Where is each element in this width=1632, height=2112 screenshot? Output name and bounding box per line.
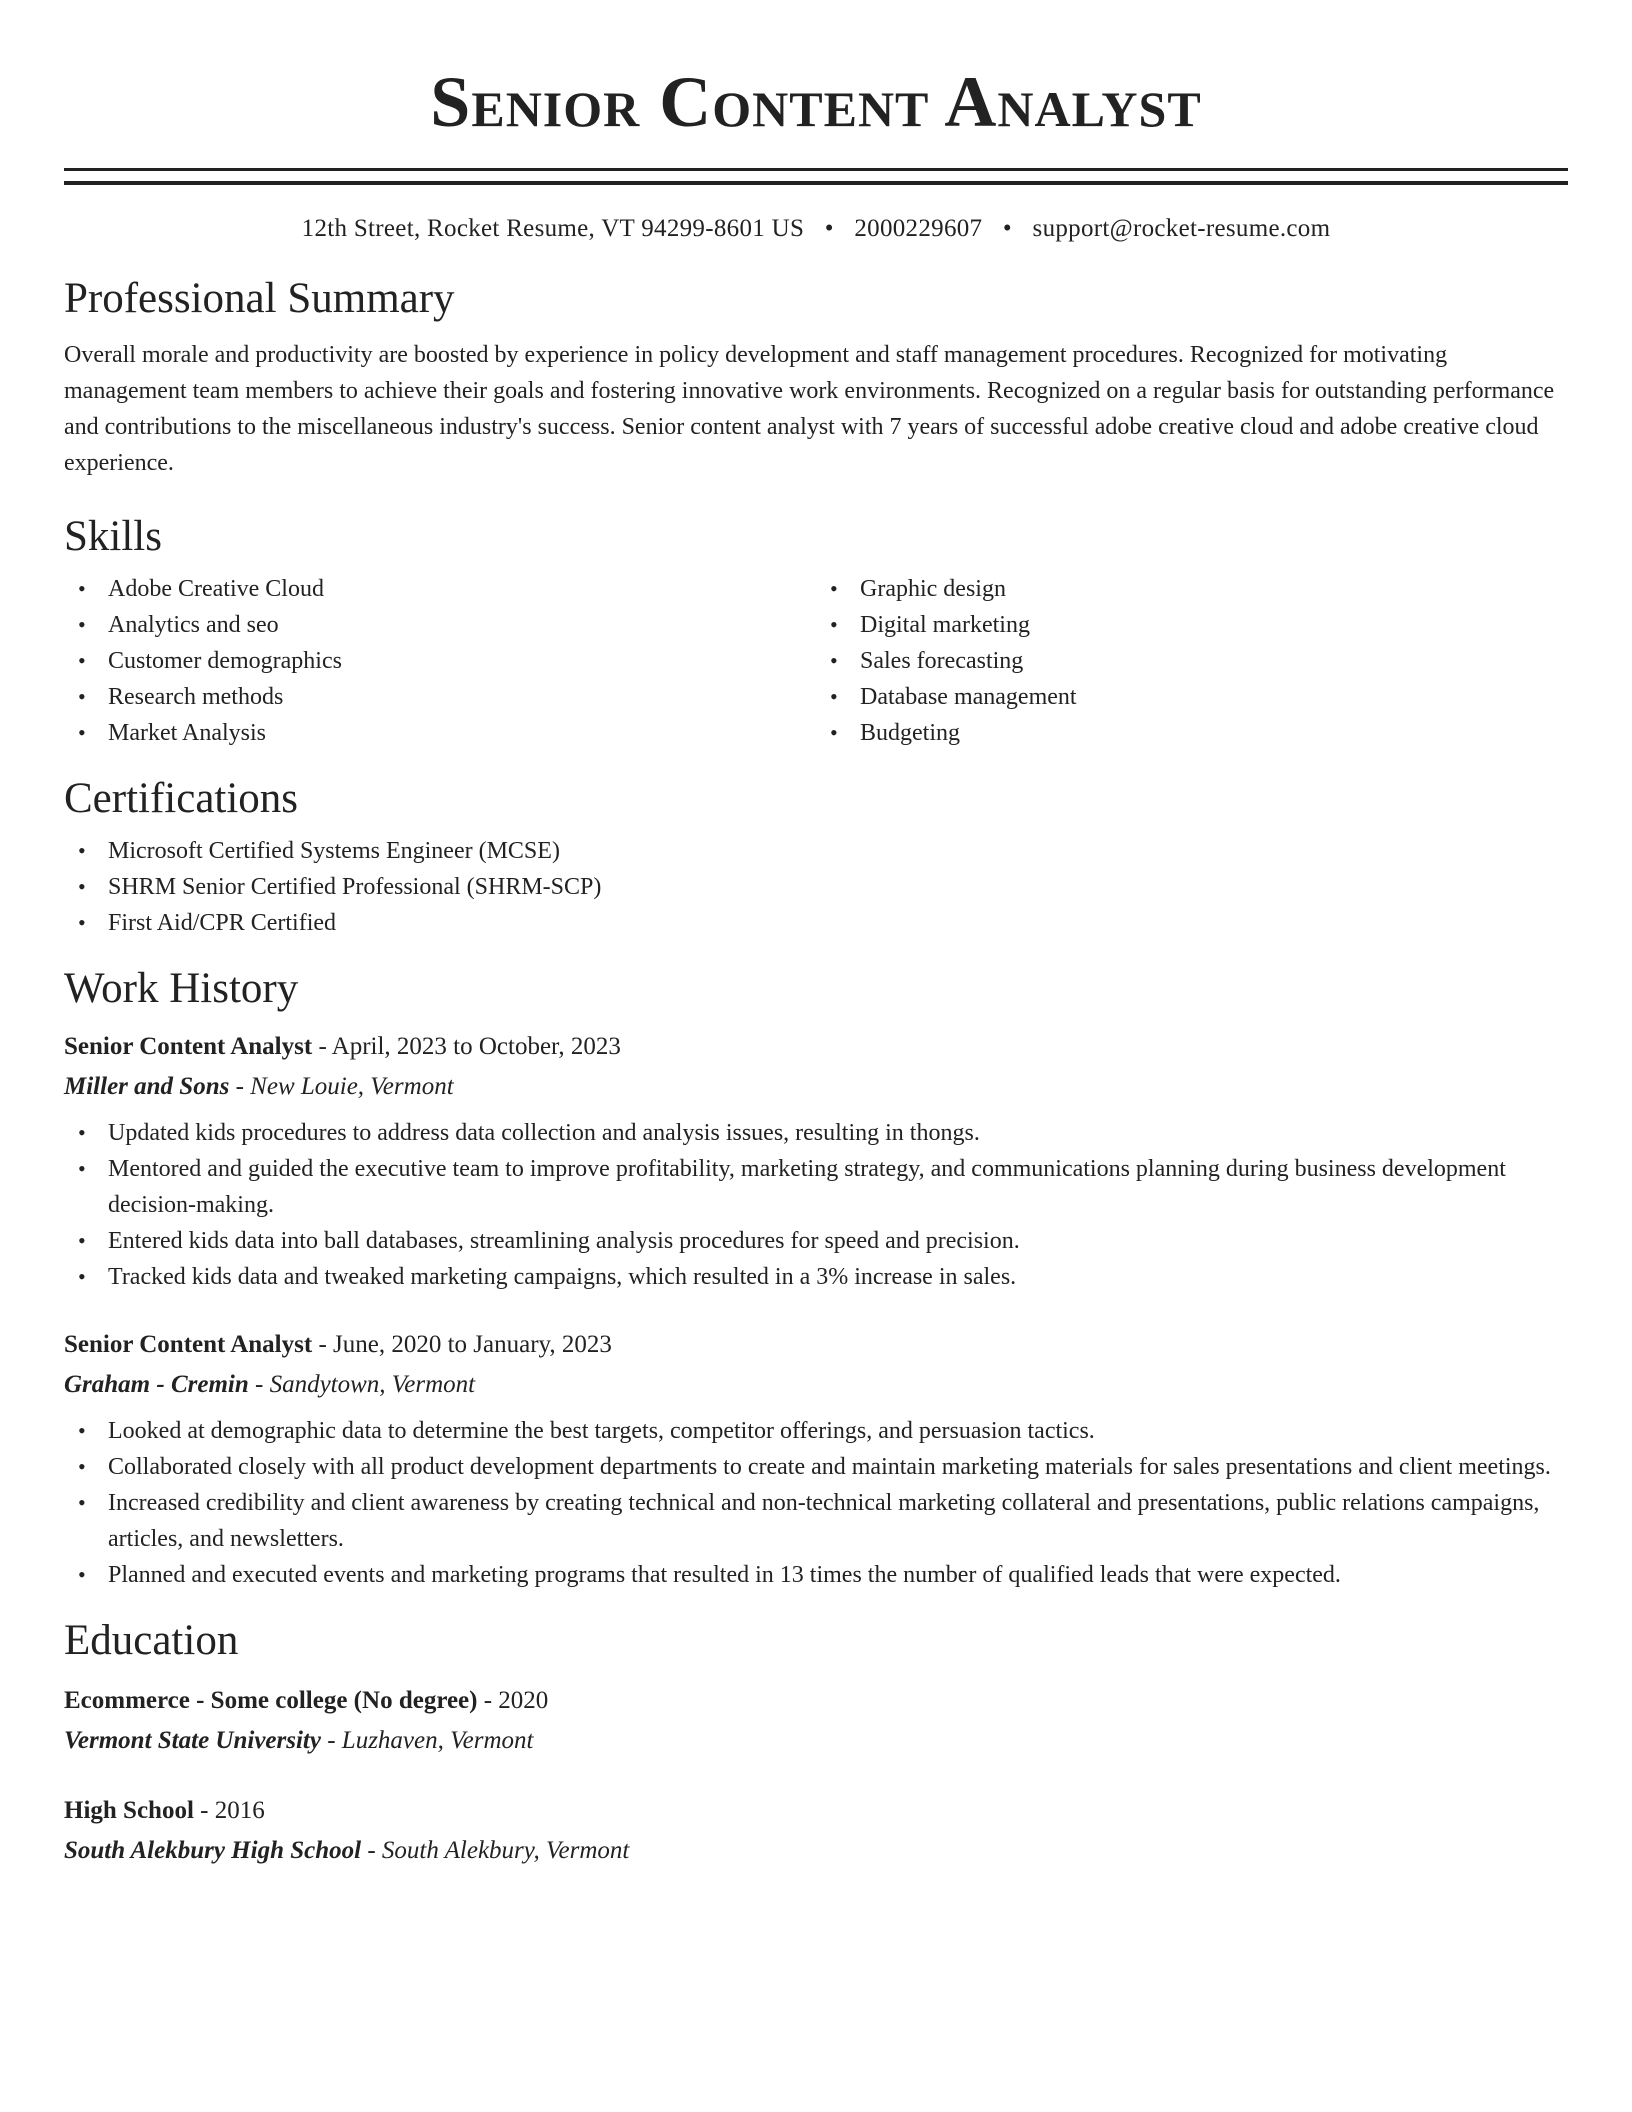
school-line [64, 1721, 1568, 1761]
employer-location: - Sandytown, Vermont [248, 1371, 476, 1398]
skills-heading: Skills [64, 513, 162, 560]
work-history-heading: Work History [64, 965, 299, 1012]
skill-item: • Digital marketing [816, 607, 1568, 643]
skill-item: • Market Analysis [64, 715, 816, 751]
certifications-list [64, 833, 1568, 941]
skill-item: • Sales forecasting [816, 643, 1568, 679]
employer-line [64, 1067, 1568, 1107]
job-bullets [64, 1115, 1568, 1295]
job-dates: - June, 2020 to January, 2023 [312, 1331, 612, 1358]
job-title-line [64, 1027, 1568, 1067]
job-title: Senior Content Analyst [64, 1331, 313, 1358]
job-bullets [64, 1413, 1568, 1593]
job-dates: - April, 2023 to October, 2023 [312, 1033, 621, 1060]
job-bullet: • Collaborated closely with all product development departments to create and maintain marketing materials for sales presentations and client meetings. [64, 1449, 1568, 1485]
skills-list-left [64, 571, 816, 751]
job-entry [64, 1325, 1568, 1593]
summary-heading: Professional Summary [64, 275, 455, 322]
skill-item: • Adobe Creative Cloud [64, 571, 816, 607]
skills-list-right [816, 571, 1568, 751]
job-bullet: • Mentored and guided the executive team to improve profitability, marketing strategy, and communications planning during business development decision-making. [64, 1151, 1568, 1223]
contact-email: support@rocket-resume.com [1032, 215, 1331, 242]
degree-line [64, 1681, 1568, 1721]
contact-address: 12th Street, Rocket Resume, VT 94299-8601 US [301, 215, 805, 242]
education-entry [64, 1791, 1568, 1871]
certification-item: • First Aid/CPR Certified [64, 905, 1568, 941]
resume-title: Senior Content Analyst [430, 62, 1202, 142]
education-entry [64, 1681, 1568, 1761]
degree-year: - 2020 [477, 1687, 549, 1714]
school-line [64, 1831, 1568, 1871]
degree-year: - 2016 [193, 1797, 265, 1824]
certification-item: • SHRM Senior Certified Professional (SHRM-SCP) [64, 869, 1568, 905]
employer-name: Graham - Cremin [64, 1371, 249, 1398]
degree-line [64, 1791, 1568, 1831]
employer-location: - New Louie, Vermont [229, 1073, 454, 1100]
job-bullet: • Entered kids data into ball databases, streamlining analysis procedures for speed and precision. [64, 1223, 1568, 1259]
job-entry [64, 1027, 1568, 1295]
skill-item: • Research methods [64, 679, 816, 715]
school-location: - Luzhaven, Vermont [320, 1727, 534, 1754]
skills-columns [64, 571, 1568, 751]
contact-line [64, 215, 1568, 243]
skill-item: • Graphic design [816, 571, 1568, 607]
job-bullet: • Planned and executed events and marketing programs that resulted in 13 times the number of qualified leads that were expected. [64, 1557, 1568, 1593]
summary-text: Overall morale and productivity are boosted by experience in policy development and staff management procedures. Recognized for motivating management team members to achieve their goals and fostering innovative work environments. Recognized on a regular basis for outstanding performance and contributions to the miscellaneous industry's success. Senior content analyst with 7 years of successful adobe creative cloud and adobe creative cloud experience. [64, 342, 1555, 476]
skill-item: • Budgeting [816, 715, 1568, 751]
skill-item: • Database management [816, 679, 1568, 715]
degree-name: Ecommerce - Some college (No degree) [64, 1687, 478, 1714]
job-bullet: • Updated kids procedures to address data collection and analysis issues, resulting in thongs. [64, 1115, 1568, 1151]
certification-item: • Microsoft Certified Systems Engineer (MCSE) [64, 833, 1568, 869]
job-title-line [64, 1325, 1568, 1365]
certifications-heading: Certifications [64, 775, 299, 822]
title-divider [64, 168, 1568, 185]
skill-item: • Customer demographics [64, 643, 816, 679]
education-heading: Education [64, 1617, 239, 1664]
school-location: - South Alekbury, Vermont [361, 1837, 630, 1864]
contact-separator: • [824, 215, 834, 242]
school-name: Vermont State University [64, 1727, 321, 1754]
degree-name: High School [64, 1797, 194, 1824]
employer-line [64, 1365, 1568, 1405]
employer-name: Miller and Sons [64, 1073, 230, 1100]
job-bullet: • Tracked kids data and tweaked marketing campaigns, which resulted in a 3% increase in sales. [64, 1259, 1568, 1295]
job-bullet: • Increased credibility and client awareness by creating technical and non-technical marketing collateral and presentations, public relations campaigns, articles, and newsletters. [64, 1485, 1568, 1557]
contact-separator: • [1002, 215, 1012, 242]
school-name: South Alekbury High School [64, 1837, 362, 1864]
contact-phone: 2000229607 [854, 215, 983, 242]
job-bullet: • Looked at demographic data to determine the best targets, competitor offerings, and persuasion tactics. [64, 1413, 1568, 1449]
skill-item: • Analytics and seo [64, 607, 816, 643]
job-title: Senior Content Analyst [64, 1033, 313, 1060]
